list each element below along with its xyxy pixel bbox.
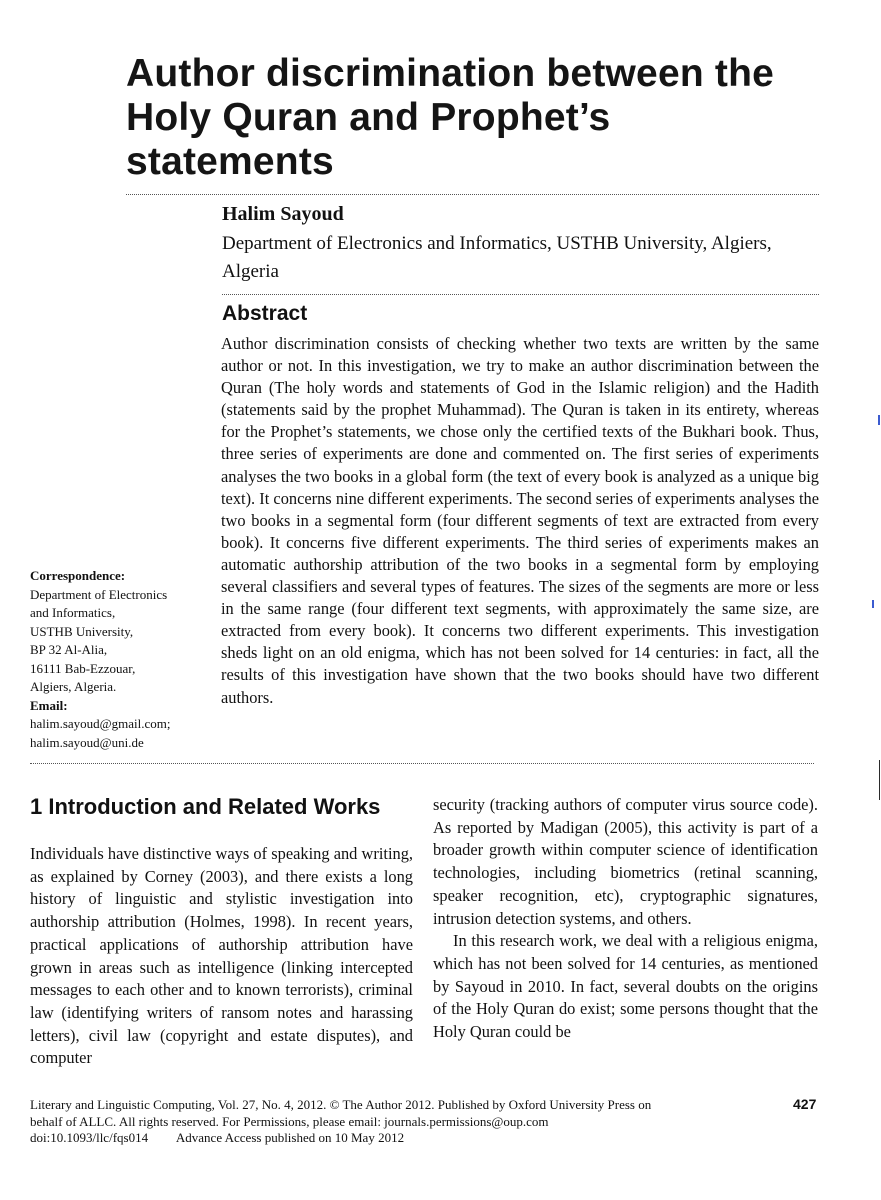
abstract-text: Author discrimination consists of checking whether two texts are written by the same author or not. In this investigation, we try to make an author discrimination between the Quran (The holy words and statements of God in the Islamic religion) and the Hadith (statements said by the prophet Muhammad). The Quran is taken in its entirety, whereas for the Prophet’s statements, we chose only the certified texts of the Bukhari book. Thus, three series of experiments are done and commented on. The first series of experiments analyses the two books in a global form (the text of every book is analyzed as a unique big text). It concerns nine different experiments. The second series of experiments analyses the two books in a segmental form (four different segments of text are extracted from every book). It concerns five different experiments. The third series of experiments makes an automatic authorship attribution of the two books in a segmental form by employing several classifiers and several types of features. The sizes of the segments are more or less in the same range (four different text segments, with approximately the same size, are extracted from every book). It concerns two different experiments. This investigation sheds light on an old enigma, which has not been solved for 14 centuries: in fact, all the results of this investigation have shown that the two books should have two different authors. <box>221 334 819 707</box>
section-heading: 1 Introduction and Related Works <box>30 794 381 819</box>
title-divider <box>126 194 819 195</box>
page-footer <box>30 1097 770 1147</box>
email-heading: Email: <box>30 697 68 713</box>
email-address[interactable]: halim.sayoud@gmail.com; <box>30 716 171 731</box>
article-title: Author discrimination between the Holy Quran and Prophet’s statements <box>126 52 774 183</box>
correspondence-line: Algiers, Algeria. <box>30 679 117 694</box>
edge-mark <box>879 760 880 800</box>
paragraph: security (tracking authors of computer virus source code). As reported by Madigan (2005), this activity is part of a broader growth within computer science of identification technologies, including biometrics (retinal scanning, speaker recognition, etc), cryptographic signatures, intrusion detection systems, and others. <box>433 795 818 928</box>
footer-doi[interactable]: doi:10.1093/llc/fqs014 <box>30 1130 149 1145</box>
footer-doi-line <box>30 1130 770 1147</box>
correspondence-line: USTHB University, <box>30 623 134 639</box>
right-column <box>433 794 818 1044</box>
edge-mark <box>878 415 880 425</box>
paragraph: Individuals have distinctive ways of speaking and writing, as explained by Corney (2003), and there exists a long history of linguistic and stylistic investigation into authorship attribution (Holmes, 1998). In recent years, practical applications of authorship attribution have grown in areas such as intelligence (linking intercepted messages to each other and to known terrorists), criminal law (identifying writers of ransom notes and harassing letters), civil law (copyright and estate disputes), and computer <box>30 844 413 1068</box>
footer-advance-access: Advance Access published on 10 May 2012 <box>175 1130 405 1145</box>
edge-mark <box>872 600 874 608</box>
paragraph: In this research work, we deal with a religious enigma, which has not been solved for 14 centuries, as mentioned by Sayoud in 2010. In fact, several doubts on the origins of the Holy Quran do exist; some persons thought that the Holy Quran could be <box>433 931 818 1042</box>
correspondence-line: 16111 Bab-Ezzouar, <box>30 660 136 676</box>
correspondence-line: and Informatics, <box>30 605 116 620</box>
author-name: Halim Sayoud <box>222 203 344 225</box>
correspondence-block <box>30 567 210 752</box>
correspondence-line: Department of Electronics <box>30 586 168 602</box>
author-divider <box>222 294 819 295</box>
correspondence-line: BP 32 Al-Alia, <box>30 642 108 657</box>
correspondence-heading: Correspondence: <box>30 568 126 583</box>
footer-citation: Literary and Linguistic Computing, Vol. 27, No. 4, 2012. © The Author 2012. Published by Oxford University Press on <box>30 1097 652 1112</box>
left-column <box>30 843 413 1070</box>
author-affiliation: Department of Electronics and Informatics, USTHB University, Algiers, Algeria <box>222 233 772 282</box>
footer-rights: behalf of ALLC. All rights reserved. For Permissions, please email: journals.permissions@oup.com <box>30 1113 549 1129</box>
page-number: 427 <box>793 1096 817 1112</box>
abstract-heading: Abstract <box>222 302 308 325</box>
abstract-divider <box>30 763 814 764</box>
email-address[interactable]: halim.sayoud@uni.de <box>30 734 144 750</box>
